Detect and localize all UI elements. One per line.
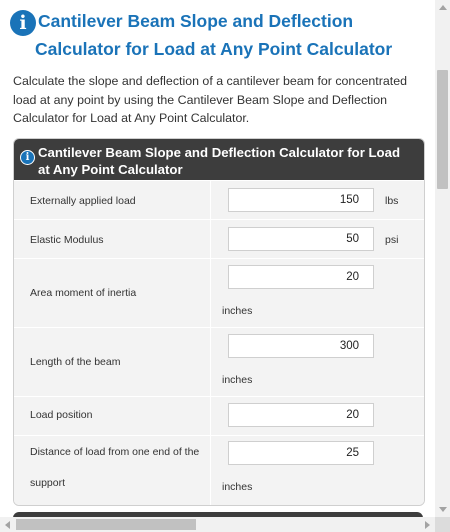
field-unit: inches	[222, 374, 253, 386]
calculator-title-line1: Cantilever Beam Slope and Deflection Calculator for Load	[38, 145, 400, 160]
field-label: Distance of load from one end of the	[30, 446, 200, 458]
field-unit: lbs	[385, 195, 399, 207]
elastic-modulus-input[interactable]: 50	[228, 227, 374, 251]
length-of-beam-input[interactable]: 300	[228, 334, 374, 358]
scroll-left-icon[interactable]	[5, 521, 10, 529]
form-row	[14, 181, 424, 219]
calculator-header	[14, 139, 424, 180]
column-divider	[210, 181, 211, 506]
page-description: Calculate the slope and deflection of a cantilever beam for concentrated load at any point by using the Cantilever Beam Slope and Deflection Calculator for Load at Any Point Calculator.	[13, 74, 407, 125]
form-row	[14, 220, 424, 258]
field-label: Load position	[30, 409, 93, 421]
field-unit: inches	[222, 481, 253, 493]
externally-applied-load-input[interactable]: 150	[228, 188, 374, 212]
horizontal-scrollbar[interactable]	[0, 517, 435, 532]
field-label: Externally applied load	[30, 195, 136, 207]
scroll-up-icon[interactable]	[439, 5, 447, 10]
horizontal-scroll-thumb[interactable]	[16, 519, 196, 530]
scroll-down-icon[interactable]	[439, 507, 447, 512]
form-row	[14, 397, 424, 435]
field-label: Length of the beam	[30, 356, 121, 368]
form-row	[14, 328, 424, 396]
field-label-continued: support	[30, 477, 66, 489]
page-title-line1: Cantilever Beam Slope and Deflection	[38, 11, 354, 31]
info-icon: i	[10, 10, 36, 36]
field-label: Elastic Modulus	[30, 234, 104, 246]
form-row	[14, 436, 424, 506]
area-moment-of-inertia-input[interactable]: 20	[228, 265, 374, 289]
field-unit: inches	[222, 305, 253, 317]
calculator-title-line2: at Any Point Calculator	[38, 162, 183, 177]
scrollbar-corner	[435, 517, 450, 532]
scroll-right-icon[interactable]	[425, 521, 430, 529]
load-position-input[interactable]: 20	[228, 403, 374, 427]
page-title-line2: Calculator for Load at Any Point Calculator	[35, 39, 393, 59]
info-icon[interactable]: i	[20, 150, 35, 165]
vertical-scroll-thumb[interactable]	[437, 70, 448, 189]
vertical-scrollbar[interactable]	[435, 0, 450, 517]
field-unit: psi	[385, 234, 399, 246]
distance-of-load-input[interactable]: 25	[228, 441, 374, 465]
calculator-panel	[13, 138, 425, 506]
form-row	[14, 259, 424, 327]
field-label: Area moment of inertia	[30, 287, 137, 299]
